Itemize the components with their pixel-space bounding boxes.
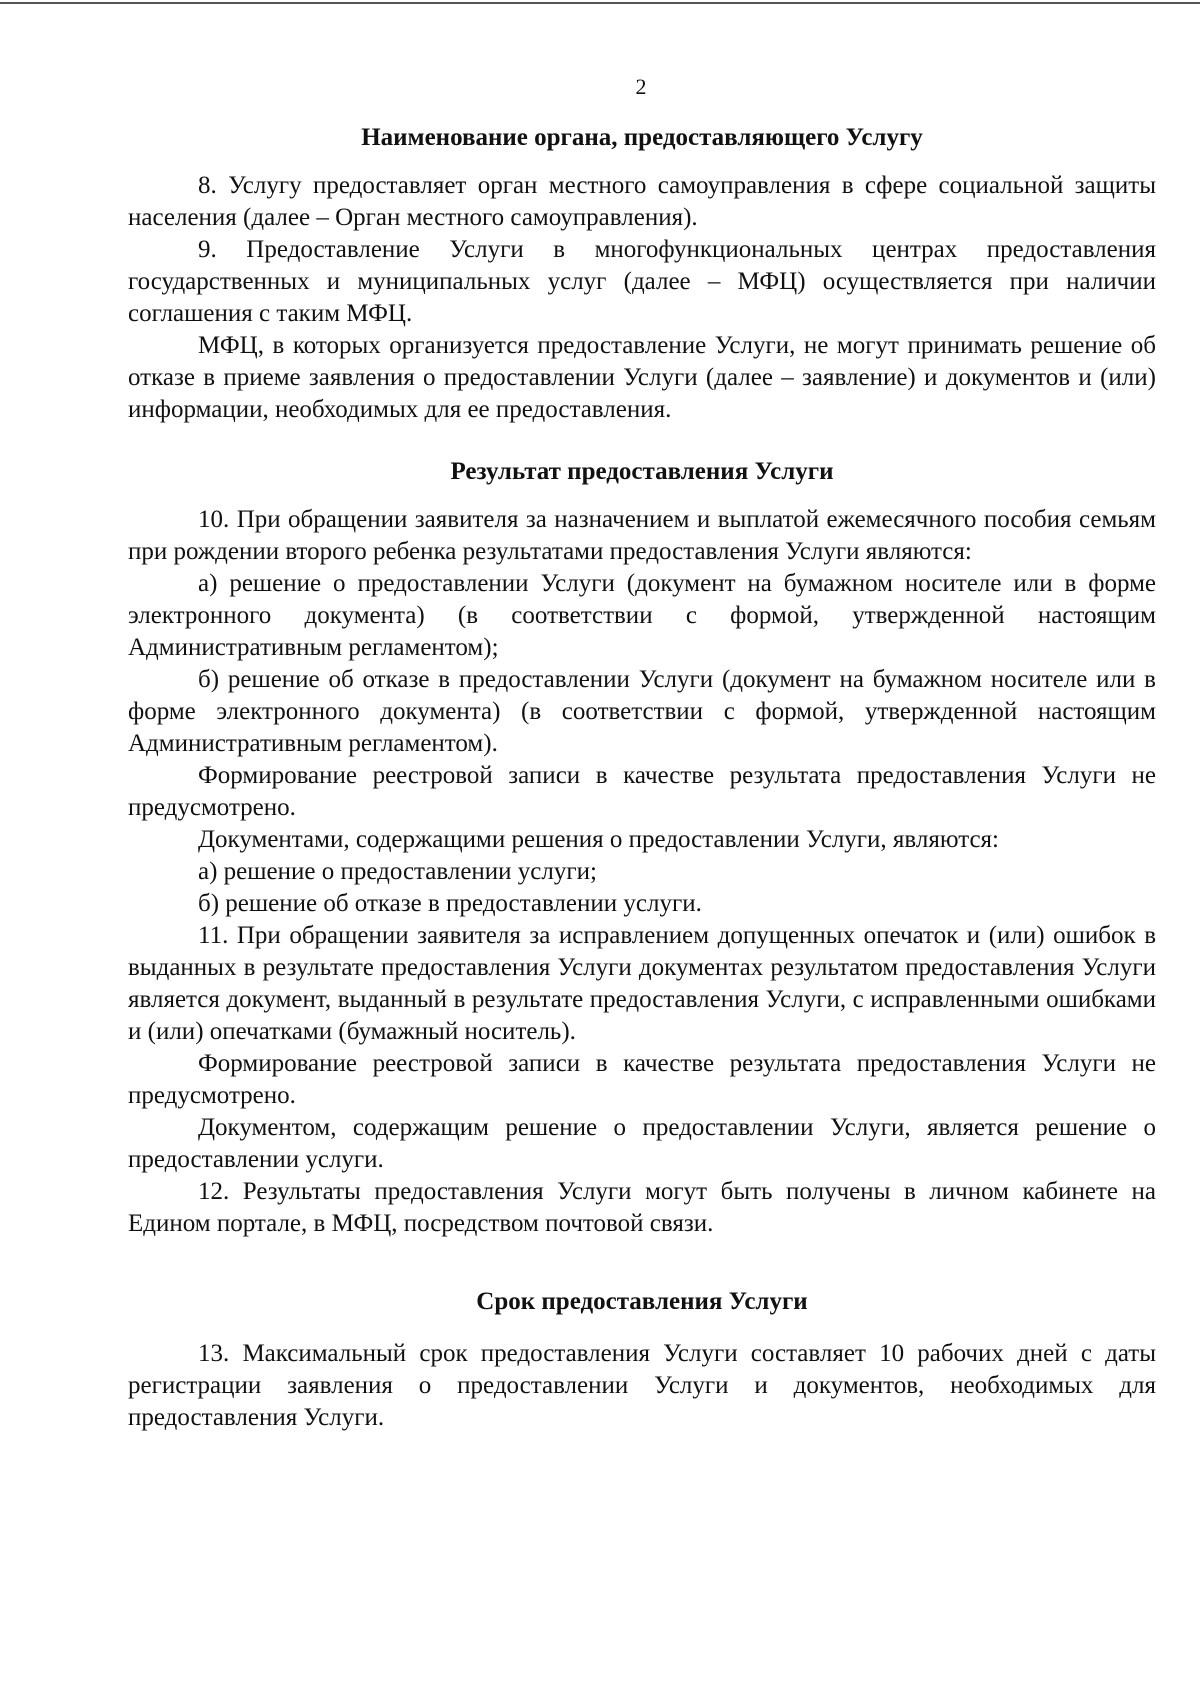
section-heading-result: Результат предоставления Услуги bbox=[450, 458, 834, 485]
paragraph-12: 12. Результаты предоставления Услуги могут быть получены в личном кабинете на Едином портале, в МФЦ, посредством почтовой связи. bbox=[128, 1178, 1156, 1237]
paragraph-11: 11. При обращении заявителя за исправлением допущенных опечаток и (или) ошибок в выданных в результате предоставления Услуги документах результатом предоставления Услуги является документ, выданный в результате предоставления Услуги, с исправленными ошибками и (или) опечатками (бумажный носитель). bbox=[128, 922, 1156, 1045]
paragraph-10: 10. При обращении заявителя за назначением и выплатой ежемесячного пособия семьям при рождении второго ребенка результатами предоставления Услуги являются: bbox=[128, 506, 1156, 565]
paragraph-10-b: б) решение об отказе в предоставлении Услуги (документ на бумажном носителе или в форме электронного документа) (в соответствии с формой, утвержденной настоящим Административным регламентом). bbox=[128, 666, 1156, 757]
section-heading-authority: Наименование органа, предоставляющего Услугу bbox=[361, 124, 923, 151]
paragraph-mfc-refusal: МФЦ, в которых организуется предоставление Услуги, не могут принимать решение об отказе в приеме заявления о предоставлении Услуги (далее – заявление) и документов и (или) информации, необходимых для ее предоставления. bbox=[128, 332, 1156, 423]
document-body bbox=[128, 122, 1156, 1434]
paragraph-9: 9. Предоставление Услуги в многофункциональных центрах предоставления государственных и муниципальных услуг (далее – МФЦ) осуществляется при наличии соглашения с таким МФЦ. bbox=[128, 236, 1156, 327]
top-border-line bbox=[0, 2, 1200, 4]
section-heading-term: Срок предоставления Услуги bbox=[476, 1288, 808, 1315]
paragraph-decision-documents: Документами, содержащими решения о предоставлении Услуги, являются: bbox=[198, 826, 999, 853]
paragraph-13: 13. Максимальный срок предоставления Услуги составляет 10 рабочих дней с даты регистрации заявления о предоставлении Услуги и документов, необходимых для предоставления Услуги. bbox=[128, 1340, 1156, 1431]
paragraph-registry-record: Формирование реестровой записи в качестве результата предоставления Услуги не предусмотрено. bbox=[128, 762, 1156, 821]
paragraph-8: 8. Услугу предоставляет орган местного самоуправления в сфере социальной защиты населения (далее – Орган местного самоуправления). bbox=[128, 172, 1156, 231]
page-number: 2 bbox=[635, 74, 647, 99]
paragraph-10-a: а) решение о предоставлении Услуги (документ на бумажном носителе или в форме электронного документа) (в соответствии с формой, утвержденной настоящим Административным регламентом); bbox=[128, 570, 1156, 661]
paragraph-decision-document: Документом, содержащим решение о предоставлении Услуги, является решение о предоставлении услуги. bbox=[128, 1114, 1156, 1173]
list-item-a: а) решение о предоставлении услуги; bbox=[198, 858, 597, 885]
list-item-b: б) решение об отказе в предоставлении услуги. bbox=[198, 890, 702, 917]
paragraph-registry-record-2: Формирование реестровой записи в качестве результата предоставления Услуги не предусмотрено. bbox=[128, 1050, 1156, 1109]
